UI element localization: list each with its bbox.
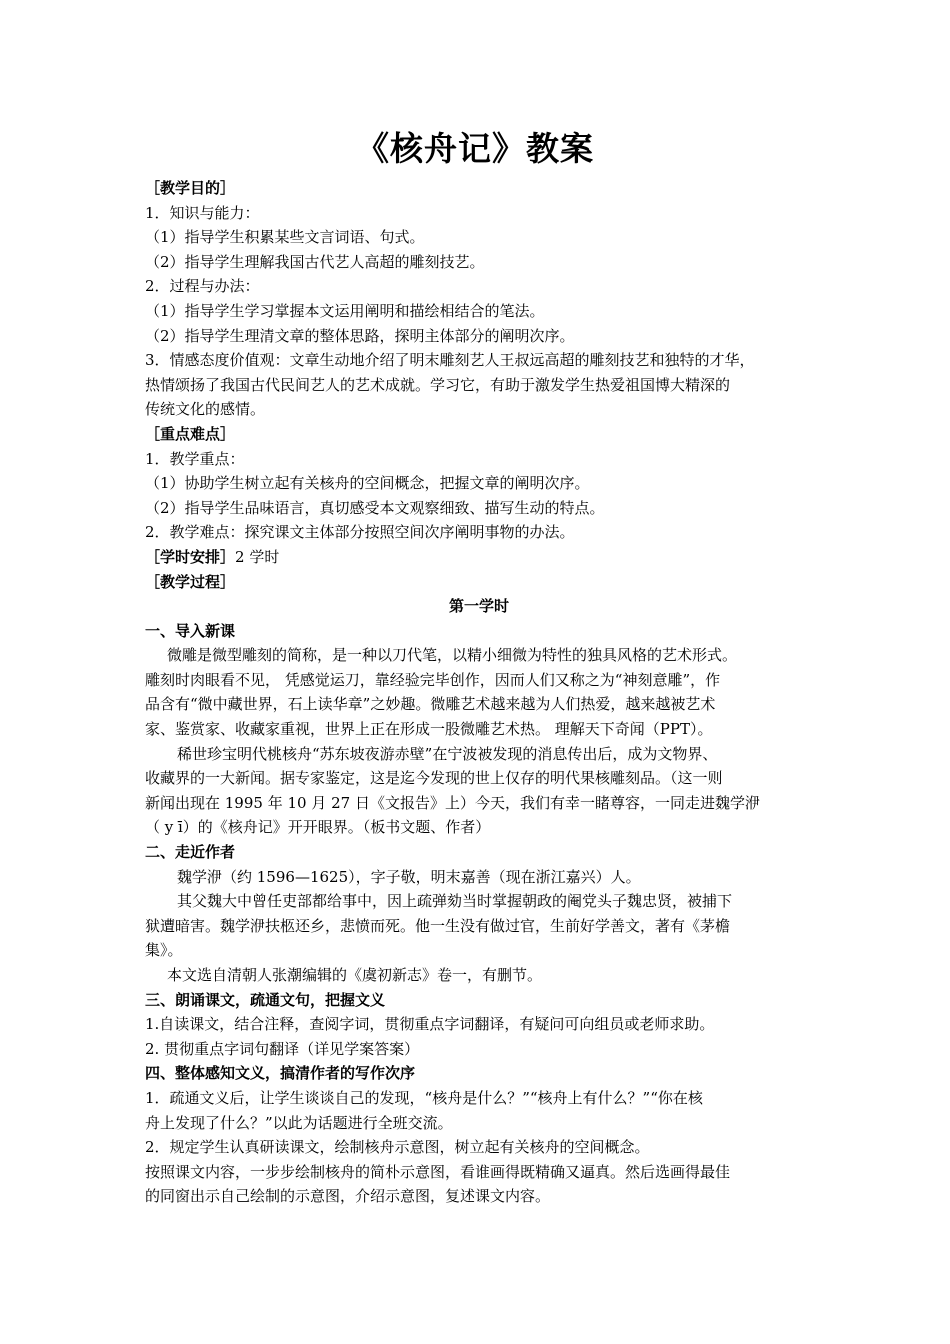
- part-heading-reading: 三、朗诵课文，疏通文句，把握文义: [145, 990, 386, 1009]
- paragraph: 收藏界的一大新闻。据专家鉴定，这是迄今发现的世上仅存的明代果核雕刻品。（这一则: [145, 769, 723, 788]
- paragraph: 2．教学难点：探究课文主体部分按照空间次序阐明事物的办法。: [145, 523, 575, 542]
- paragraph: 狱遭暗害。魏学洢扶柩还乡，悲愤而死。他一生没有做过官，生前好学善文，著有《茅檐: [145, 916, 731, 935]
- part-heading-overview: 四、整体感知文义，搞清作者的写作次序: [145, 1064, 416, 1083]
- paragraph: 魏学洢（约 1596—1625），字子敬，明末嘉善（现在浙江嘉兴）人。: [177, 867, 641, 886]
- part-heading-intro: 一、导入新课: [145, 621, 236, 640]
- paragraph: 3．情感态度价值观：文章生动地介绍了明末雕刻艺人王叔远高超的雕刻技艺和独特的才华，: [145, 351, 755, 370]
- paragraph: 家、鉴赏家、收藏家重视，世界上正在形成一股微雕艺术热。 理解天下奇闻（PPT）。: [145, 720, 713, 739]
- paragraph: （1）指导学生积累某些文言词语、句式。: [145, 228, 425, 247]
- section-heading-hours: ［学时安排］: [145, 547, 236, 566]
- section-heading-process: ［教学过程］: [145, 572, 236, 591]
- section-heading-key-points: ［重点难点］: [145, 424, 236, 443]
- paragraph: 品含有“微中藏世界，石上读华章”之妙趣。微雕艺术越来越为人们热爱，越来越被艺术: [145, 695, 716, 714]
- paragraph: 按照课文内容，一步步绘制核舟的简朴示意图，看谁画得既精确又逼真。然后选画得最佳: [145, 1162, 731, 1181]
- paragraph: （2）指导学生理解我国古代艺人高超的雕刻技艺。: [145, 252, 485, 271]
- paragraph: （ y ī）的《核舟记》开开眼界。（板书文题、作者）: [145, 818, 491, 837]
- paragraph: 2．过程与办法：: [145, 277, 260, 296]
- paragraph: 本文选自清朝人张潮编辑的《虞初新志》卷一，有删节。: [167, 966, 543, 984]
- paragraph: （2）指导学生理清文章的整体思路，探明主体部分的阐明次序。: [145, 326, 575, 345]
- paragraph: 舟上发现了什么？”以此为话题进行全班交流。: [145, 1113, 453, 1132]
- paragraph: 新闻出现在 1995 年 10 月 27 日《文报告》上）今天，我们有幸一睹尊容，一同走进魏学洢: [145, 793, 760, 812]
- paragraph: 1．疏通文义后，让学生谈谈自己的发现，“核舟是什么？”“核舟上有什么？”“你在核: [145, 1088, 703, 1107]
- paragraph: 1．教学重点：: [145, 449, 245, 468]
- paragraph: 稀世珍宝明代桃核舟“苏东坡夜游赤壁”在宁波被发现的消息传出后，成为文物界、: [177, 744, 718, 763]
- hours-line: [145, 545, 813, 570]
- paragraph: （1）协助学生树立起有关核舟的空间概念，把握文章的阐明次序。: [145, 474, 590, 493]
- document-title: 《核舟记》教案: [356, 129, 594, 168]
- paragraph: 雕刻时肉眼看不见， 凭感觉运刀，靠经验完毕创作，因而人们又称之为“神刻意雕”，作: [145, 670, 721, 689]
- paragraph: 1．知识与能力：: [145, 203, 260, 222]
- section-heading-objectives: ［教学目的］: [145, 179, 236, 197]
- paragraph: 微雕是微型雕刻的简称，是一种以刀代笔，以精小细微为特性的独具风格的艺术形式。: [167, 646, 738, 665]
- paragraph: 1.自读课文，结合注释，查阅字词，贯彻重点字词翻译，有疑问可向组员或老师求助。: [145, 1015, 715, 1034]
- paragraph: 的同窗出示自己绘制的示意图，介绍示意图，复述课文内容。: [145, 1187, 551, 1206]
- document-body: [145, 176, 813, 1209]
- paragraph: 2. 贯彻重点字词句翻译（详见学案答案）: [145, 1039, 420, 1058]
- paragraph: （2）指导学生品味语言，真切感受本文观察细致、描写生动的特点。: [145, 498, 605, 517]
- paragraph: 2．规定学生认真研读课文，绘制核舟示意图，树立起有关核舟的空间概念。: [145, 1138, 650, 1157]
- part-heading-author: 二、走近作者: [145, 843, 236, 862]
- paragraph: 其父魏大中曾任吏部都给事中，因上疏弹劾当时掌握朝政的阉党头子魏忠贤，被捕下: [177, 892, 733, 911]
- paragraph: 传统文化的感情。: [145, 400, 266, 419]
- lesson-heading: 第一学时: [448, 597, 509, 616]
- hours-value: 2 学时: [235, 547, 280, 566]
- paragraph: 热情颂扬了我国古代民间艺人的艺术成就。学习它，有助于激发学生热爱祖国博大精深的: [145, 375, 731, 394]
- paragraph: （1）指导学生学习掌握本文运用阐明和描绘相结合的笔法。: [145, 301, 545, 320]
- paragraph: 集》。: [145, 941, 183, 960]
